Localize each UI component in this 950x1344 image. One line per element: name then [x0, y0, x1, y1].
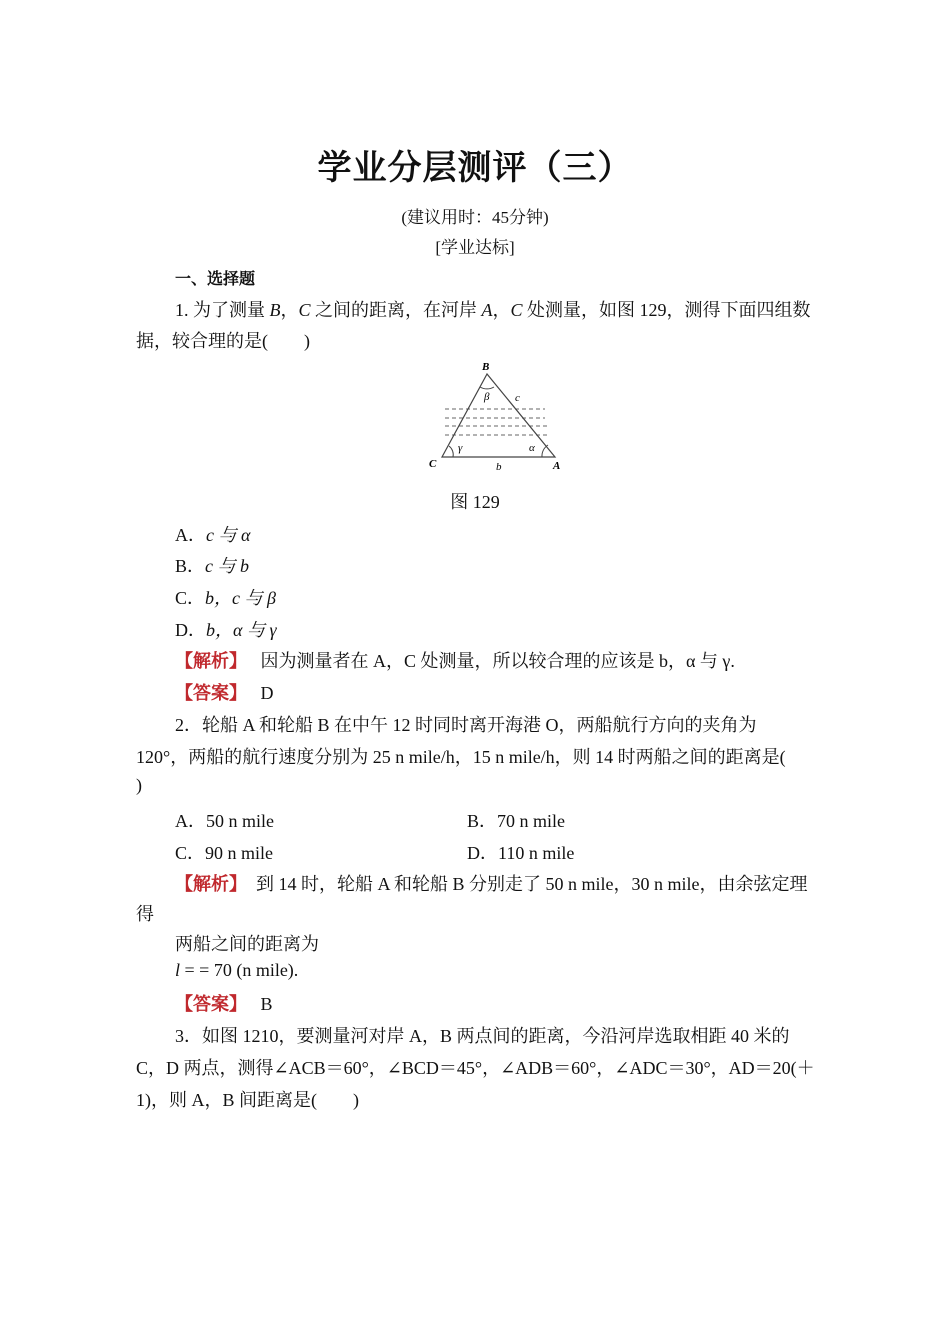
triangle-river-figure — [420, 357, 570, 477]
q2-option-a[interactable]: A．50 n mile — [175, 811, 274, 831]
q1-option-d[interactable]: D．b，α 与 γ — [175, 620, 277, 640]
figure-caption: 图 129 — [450, 492, 500, 512]
angle-beta-arc — [480, 387, 494, 389]
q1-answer: 【答案】 D — [175, 683, 274, 703]
side-c-label: c — [515, 392, 520, 404]
q3-line3: 1)，则 A，B 间距离是( ) — [136, 1090, 359, 1110]
q1-analysis: 【解析】 因为测量者在 A，C 处测量，所以较合理的应该是 b，α 与 γ. — [175, 651, 735, 671]
q2-option-d[interactable]: D．110 n mile — [467, 843, 575, 863]
q2-answer: 【答案】 B — [175, 994, 273, 1014]
level-label: [学业达标] — [435, 238, 515, 257]
q2-line2: 120°，两船的航行速度分别为 25 n mile/h，15 n mile/h，则 14 时两船之间的距离是( — [136, 747, 786, 767]
analysis-badge: 【解析】 — [175, 651, 247, 671]
q2-option-b[interactable]: B．70 n mile — [467, 811, 566, 831]
vertex-a-label: A — [553, 460, 561, 472]
q2-line3: ) — [136, 775, 142, 795]
vertex-c-label: C — [429, 458, 437, 470]
q2-line1: 2．轮船 A 和轮船 B 在中午 12 时同时离开海港 O，两船航行方向的夹角为 — [175, 715, 757, 735]
q1-option-b[interactable]: B．c 与 b — [175, 556, 250, 576]
answer-badge: 【答案】 — [175, 683, 247, 703]
gamma-label: γ — [458, 442, 463, 454]
page-title: 学业分层测评（三） — [317, 148, 633, 188]
q1-option-a[interactable]: A．c 与 α — [175, 525, 251, 545]
q3-line2: C，D 两点，测得∠ACB＝60°，∠BCD＝45°，∠ADB＝60°，∠ADC＝30°，AD＝20(＋ — [136, 1058, 815, 1078]
q2-analysis: 【解析】 到 14 时，轮船 A 和轮船 B 分别走了 50 n mile，30 n mile，由余弦定理 — [175, 874, 808, 894]
q1-option-c[interactable]: C．b，c 与 β — [175, 588, 276, 608]
beta-label: β — [484, 391, 490, 403]
vertex-b-label: B — [482, 361, 490, 373]
q2-analysis-line4: l = = 70 (n mile). — [175, 960, 299, 980]
q1-line1: 1. 为了测量 B，C 之间的距离，在河岸 A，C 处测量，如图 129，测得下面四组数 — [175, 300, 811, 320]
answer-badge: 【答案】 — [175, 994, 247, 1014]
q3-line1: 3．如图 1210，要测量河对岸 A，B 两点间的距离，今沿河岸选取相距 40 米的 — [175, 1026, 790, 1046]
time-note: (建议用时：45分钟) — [401, 208, 549, 227]
angle-gamma-arc — [449, 446, 453, 457]
side-b-label: b — [496, 461, 502, 473]
q2-option-c[interactable]: C．90 n mile — [175, 843, 274, 863]
q2-analysis-line3: 两船之间的距离为 — [175, 934, 319, 954]
section-heading: 一、选择题 — [175, 269, 256, 288]
alpha-label: α — [529, 442, 535, 454]
q2-analysis-line2: 得 — [136, 904, 154, 924]
analysis-badge: 【解析】 — [175, 874, 247, 894]
q1-line2: 据，较合理的是( ) — [136, 331, 310, 351]
